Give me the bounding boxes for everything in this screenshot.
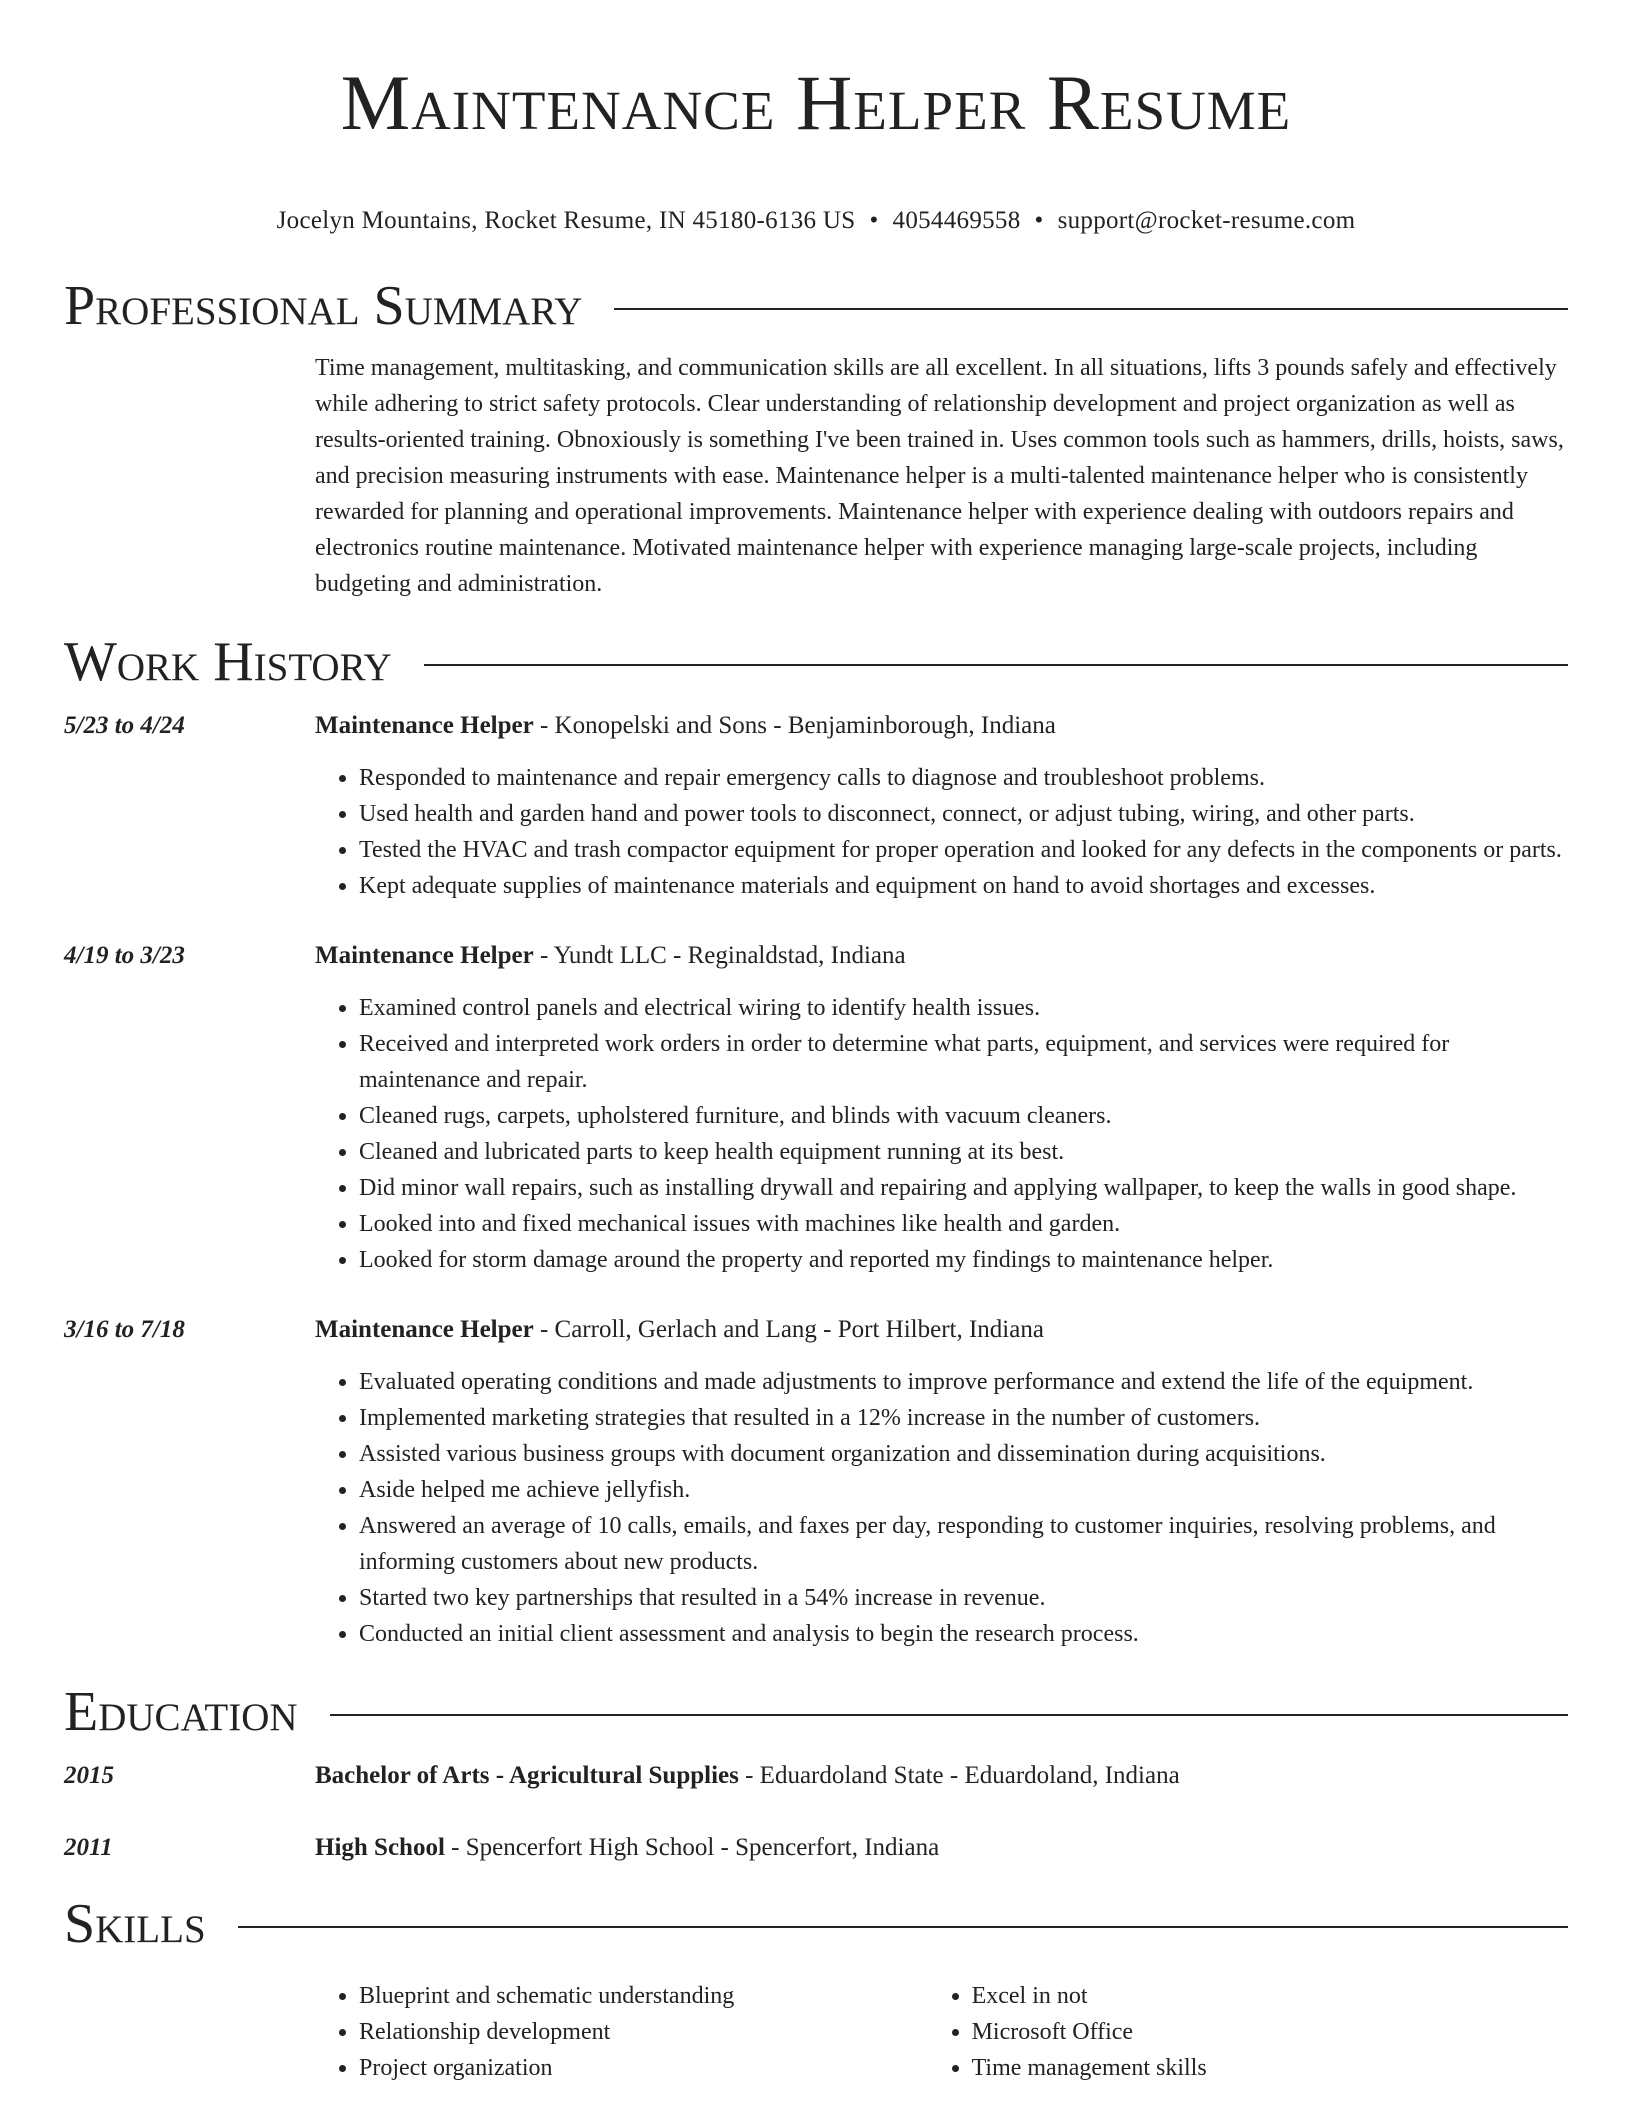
education-detail: - Eduardoland State - Eduardoland, Indiana (738, 1762, 1180, 1789)
list-item: • Relationship development (359, 2014, 928, 2050)
section-divider (614, 308, 1568, 310)
contact-separator: • (869, 207, 879, 234)
contact-address: Jocelyn Mountains, Rocket Resume, IN 45180-6136 US (276, 207, 856, 234)
education-degree: Bachelor of Arts - Agricultural Supplies (315, 1762, 739, 1789)
section-heading-work-history (64, 630, 1568, 694)
list-item: • Looked into and fixed mechanical issues with machines like health and garden. (359, 1206, 1568, 1242)
section-title: Professional Summary (64, 275, 583, 337)
section-title: Skills (64, 1893, 206, 1955)
job-heading (315, 938, 1568, 974)
job-dates: 3/16 to 7/18 (64, 1316, 185, 1343)
job-detail: - Carroll, Gerlach and Lang - Port Hilbert, Indiana (533, 1316, 1044, 1343)
list-item: • Evaluated operating conditions and made adjustments to improve performance and extend the life of the equipment. (359, 1364, 1568, 1400)
list-item: • Received and interpreted work orders in order to determine what parts, equipment, and services were required for maintenance and repair. (359, 1026, 1568, 1098)
list-item: • Responded to maintenance and repair emergency calls to diagnose and troubleshoot problems. (359, 760, 1568, 796)
list-item: • Tested the HVAC and trash compactor equipment for proper operation and looked for any defects in the components or parts. (359, 832, 1568, 868)
list-item: • Examined control panels and electrical wiring to identify health issues. (359, 990, 1568, 1026)
job-bullets (315, 760, 1568, 904)
list-item: • Kept adequate supplies of maintenance materials and equipment on hand to avoid shortages and excesses. (359, 868, 1568, 904)
skills-column-right (928, 1978, 1568, 2086)
education-detail: - Spencerfort High School - Spencerfort, Indiana (444, 1834, 940, 1861)
list-item: • Started two key partnerships that resulted in a 54% increase in revenue. (359, 1580, 1568, 1616)
education-degree: High School (315, 1834, 445, 1861)
section-divider (238, 1926, 1568, 1928)
list-item: • Used health and garden hand and power tools to disconnect, connect, or adjust tubing, wiring, and other parts. (359, 796, 1568, 832)
education-entry (64, 1830, 1568, 1866)
job-entry (64, 938, 1568, 1278)
contact-line (64, 206, 1568, 236)
page-title: Maintenance Helper Resume (340, 59, 1292, 146)
job-dates: 4/19 to 3/23 (64, 942, 185, 969)
job-detail: - Yundt LLC - Reginaldstad, Indiana (533, 942, 906, 969)
resume-page (64, 0, 1568, 2086)
education-heading (315, 1830, 1568, 1866)
education-entry (64, 1758, 1568, 1794)
section-divider (330, 1714, 1568, 1716)
list-item: • Time management skills (972, 2050, 1568, 2086)
summary-text: Time management, multitasking, and communication skills are all excellent. In all situations, lifts 3 pounds safely and effectively while adhering to strict safety protocols. Clear understanding of relationship development and project organization as well as results-oriented training. Obnoxiously is something I've been trained in. Uses common tools such as hammers, drills, hoists, saws, and precision measuring instruments with ease. Maintenance helper is a multi-talented maintenance helper who is consistently rewarded for planning and operational improvements. Maintenance helper with experience dealing with outdoors repairs and electronics routine maintenance. Motivated maintenance helper with experience managing large-scale projects, including budgeting and administration. (315, 355, 1564, 597)
education-heading (315, 1758, 1568, 1794)
section-heading-skills (64, 1892, 1568, 1956)
job-heading (315, 1312, 1568, 1348)
contact-phone: 4054469558 (892, 207, 1021, 234)
section-title: Education (64, 1681, 298, 1743)
section-title: Work History (64, 631, 392, 693)
list-item: • Excel in not (972, 1978, 1568, 2014)
list-item: • Microsoft Office (972, 2014, 1568, 2050)
job-entry (64, 708, 1568, 904)
contact-email[interactable]: support@rocket-resume.com (1057, 207, 1356, 234)
list-item: • Blueprint and schematic understanding (359, 1978, 928, 2014)
job-detail: - Konopelski and Sons - Benjaminborough, Indiana (533, 712, 1056, 739)
section-divider (424, 664, 1568, 666)
list-item: • Assisted various business groups with document organization and dissemination during acquisitions. (359, 1436, 1568, 1472)
list-item: • Cleaned and lubricated parts to keep health equipment running at its best. (359, 1134, 1568, 1170)
job-role: Maintenance Helper (315, 942, 534, 969)
list-item: • Project organization (359, 2050, 928, 2086)
list-item: • Did minor wall repairs, such as installing drywall and repairing and applying wallpaper, to keep the walls in good shape. (359, 1170, 1568, 1206)
skills-list (315, 1978, 1568, 2086)
job-bullets (315, 1364, 1568, 1652)
list-item: • Looked for storm damage around the property and reported my findings to maintenance helper. (359, 1242, 1568, 1278)
job-role: Maintenance Helper (315, 712, 534, 739)
list-item: • Cleaned rugs, carpets, upholstered furniture, and blinds with vacuum cleaners. (359, 1098, 1568, 1134)
job-heading (315, 708, 1568, 744)
list-item: • Aside helped me achieve jellyfish. (359, 1472, 1568, 1508)
job-entry (64, 1312, 1568, 1652)
job-dates: 5/23 to 4/24 (64, 712, 185, 739)
section-heading-education (64, 1680, 1568, 1744)
contact-separator: • (1034, 207, 1044, 234)
education-year: 2015 (64, 1762, 114, 1789)
job-role: Maintenance Helper (315, 1316, 534, 1343)
skills-column-left (315, 1978, 928, 2086)
list-item: • Conducted an initial client assessment and analysis to begin the research process. (359, 1616, 1568, 1652)
job-bullets (315, 990, 1568, 1278)
education-year: 2011 (64, 1834, 113, 1861)
list-item: • Implemented marketing strategies that resulted in a 12% increase in the number of customers. (359, 1400, 1568, 1436)
section-heading-summary (64, 274, 1568, 338)
list-item: • Answered an average of 10 calls, emails, and faxes per day, responding to customer inquiries, resolving problems, and informing customers about new products. (359, 1508, 1568, 1580)
